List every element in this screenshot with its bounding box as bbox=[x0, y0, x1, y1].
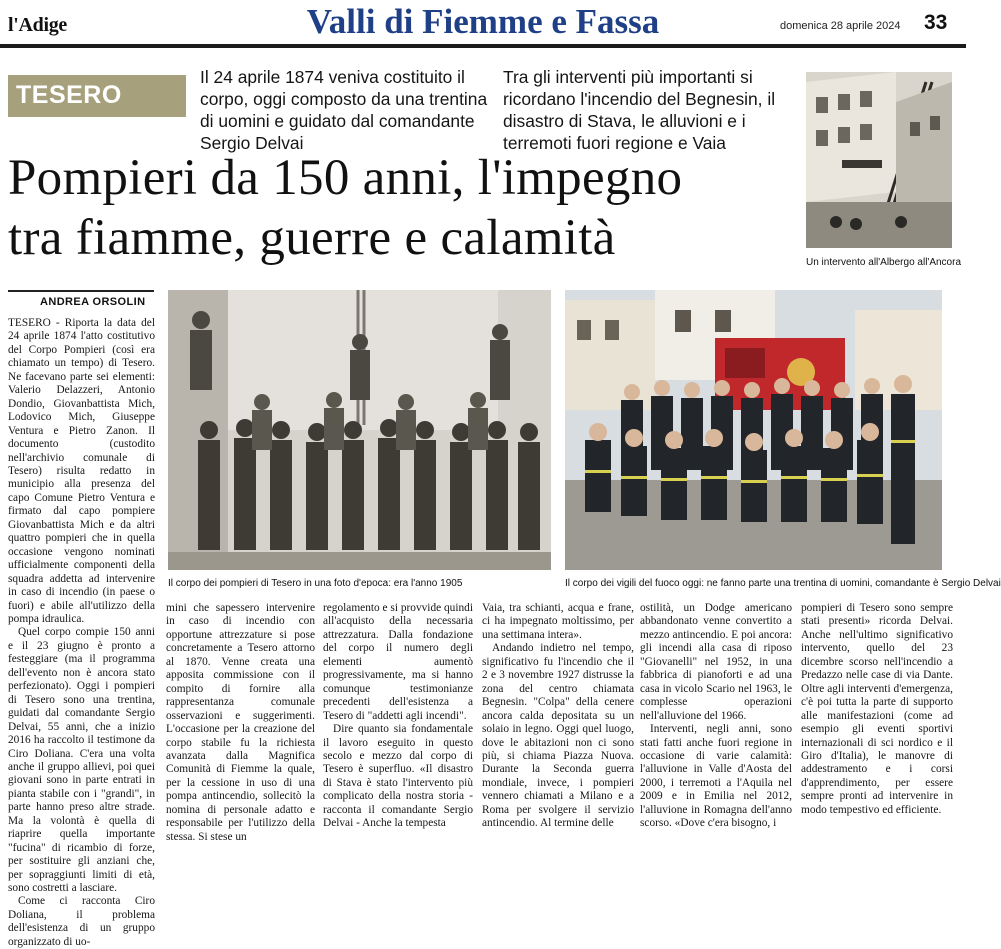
body-paragraph: Interventi, negli anni, sono stati fatti anche fuori regione in occasione di varie calamità: l'alluvione in Valle d'Aosta del 2000, i terremoti a l'Aquila nel 2009 e in Emilia nel 2012, l'alluvione in Romagna dell'anno scorso. «Dove c'era bisogno, i bbox=[640, 723, 792, 830]
headline bbox=[8, 148, 798, 268]
body-paragraph: Andando indietro nel tempo, significativo fu l'incendio che il 2 e 3 novembre 1927 distrusse la zona del centro chiamata Begnesin. "Colpa" della cenere ancora calda depositata su un solaio in legno. Oggi quel luogo, dove le abitazioni non ci sono più, si chiama Piazza Nuova. Durante la Seconda guerra mondiale, invece, i pompieri vennero chiamati a Milano e a Roma per svolgere il servizio antincendio. Al termine delle bbox=[482, 642, 634, 830]
body-column-4 bbox=[482, 602, 634, 831]
byline-rule bbox=[8, 290, 154, 292]
body-paragraph: Quel corpo compie 150 anni e il 23 giugno è pronto a festeggiare (ma il programma dell'evento non è ancora stato perfezionato). Oggi i pompieri di Tesero sono una trentina, guidati dal comandante Sergio Delvai, 55 anni, che a inizio 2016 ha raccolto il testimone da Ciro Doliana. C'era una volta anche il gruppo allievi, poi quei giovani sono in parte entrati in pianta stabile con i "grandi", in parte hanno preso altre strade. Ma la volontà è quella di riaprire quella importante "fucina" di ricambio di forze, per sostituire gli anziani che, per sopraggiunti limiti di età, sono costretti a lasciare. bbox=[8, 626, 155, 895]
body-paragraph: pompieri di Tesero sono sempre stati presenti» ricorda Delvai. Anche nell'ultimo significativo intervento, quello del 23 dicembre scorso nell'incendio a Predazzo nelle case di via Dante. Oltre agli interventi d'emergenza, c'è poi tutta la parte di supporto alle manifestazioni (come ad esempio gli eventi sportivi internazionali di sci nordico e il Giro d'Italia), le manovre di addestramento e i corsi d'apprendimento, per essere sempre pronti ad intervenire in modo tempestivo ed efficiente. bbox=[801, 602, 953, 816]
location-kicker: TESERO bbox=[8, 75, 186, 117]
byline: ANDREA ORSOLIN bbox=[40, 296, 146, 308]
photo-pompieri-1905 bbox=[168, 290, 551, 570]
headline-line-1: Pompieri da 150 anni, l'impegno bbox=[8, 150, 683, 206]
page-number: 33 bbox=[924, 11, 948, 34]
body-paragraph: Come ci racconta Ciro Doliana, il problema dell'esistenza di un gruppo organizzato di uo- bbox=[8, 895, 155, 948]
body-column-3 bbox=[323, 602, 473, 831]
body-column-6 bbox=[801, 602, 953, 817]
body-paragraph: mini che sapessero intervenire in caso di incendio con opportune attrezzature si pose concretamente a Tesero attorno al 1870. Venne creata una apposita commissione con il compito di fornire alla rappresentanza comunale osservazioni e suggerimenti. L'occasione per la creazione del corpo stabile fu la richiesta avanzata dalla Magnifica Comunità di Fiemme la quale, per la cessione in uso di una pompa antincendio, sollecitò la nomina di personale adatto e responsabile per l'utilizzo della stessa. Si stese un bbox=[166, 602, 315, 843]
body-paragraph: regolamento e si provvide quindi all'acquisto della necessaria attrezzatura. Dalla fondazione del corpo il numero degli elementi aumentò progressivamente, ma si hanno comunque testimonianze precedenti dell'esistenza a Tesero di "addetti agli incendi". bbox=[323, 602, 473, 722]
subhead-founding: Il 24 aprile 1874 veniva costituito il corpo, oggi composto da una trentina di uomini e guidato dal comandante Sergio Delvai bbox=[200, 67, 488, 153]
body-paragraph: ostilità, un Dodge americano abbandonato venne convertito a mezzo antincendio. E poi ancora: gli incendi alla casa di riposo "Giovanelli" nel 1952, in una fabbrica di pianoforti e ad una casa in vicolo Scario nel 1963, le complesse operazioni nell'alluvione del 1966. bbox=[640, 602, 792, 722]
body-paragraph: TESERO - Riporta la data del 24 aprile 1874 l'atto costitutivo del Corpo Pompieri (così era chiamato un tempo) di Tesero. Ne facevano parte sei elementi: Valerio Delazzeri, Antonio Dondio, Giovanbattista Mich, Lodovico Mich, Giuseppe Ventura e Pietro Zanon. Il documento (custodito nell'archivio comunale di Tesero) risulta redatto in municipio alla presenza del capo Comune Pietro Ventura e firmato dal capo pompiere Giovanbattista Mich e da altri quattro pompieri che in quella occasione vengono nominati ufficialmente componenti della squadra addetta ad intervenire in caso di incendio (in paese o fuori) e abile all'utilizzo della pompa idraulica. bbox=[8, 317, 155, 625]
body-paragraph: Dire quanto sia fondamentale il lavoro eseguito in questo secolo e mezzo dal corpo di Tesero è superfluo. «Il disastro di Stava è stato l'intervento più complicato della nostra storia - racconta il comandante Sergio Delvai - Anche la tempesta bbox=[323, 723, 473, 830]
headline-line-2: tra fiamme, guerre e calamità bbox=[8, 210, 616, 266]
body-column-5 bbox=[640, 602, 792, 831]
subhead-interventions: Tra gli interventi più importanti si ricordano l'incendio del Begnesin, il disastro di Stava, le alluvioni e i terremoti fuori regione e Vaia bbox=[503, 67, 776, 153]
newspaper-name: l'Adige bbox=[8, 14, 68, 36]
caption-modern-photo: Il corpo dei vigili del fuoco oggi: ne fanno parte una trentina di uomini, comandante è Sergio Delvai bbox=[565, 578, 1001, 589]
caption-albergo-ancora: Un intervento all'Albergo all'Ancora bbox=[806, 257, 962, 268]
photo-vigili-oggi bbox=[565, 290, 942, 570]
body-paragraph: Vaia, tra schianti, acqua e frane, ci ha impegnato moltissimo, per una settimana intera». bbox=[482, 602, 634, 641]
masthead-rule bbox=[0, 44, 966, 48]
photo-vigili-oggi-image bbox=[565, 290, 942, 570]
photo-albergo-ancora-image bbox=[806, 72, 952, 248]
photo-albergo-ancora bbox=[806, 72, 952, 248]
caption-historic-photo: Il corpo dei pompieri di Tesero in una foto d'epoca: era l'anno 1905 bbox=[168, 578, 463, 589]
body-column-2 bbox=[166, 602, 315, 844]
photo-pompieri-1905-image bbox=[168, 290, 551, 570]
issue-date: domenica 28 aprile 2024 bbox=[780, 20, 901, 32]
body-column-1 bbox=[8, 317, 155, 949]
section-title: Valli di Fiemme e Fassa bbox=[306, 2, 660, 41]
